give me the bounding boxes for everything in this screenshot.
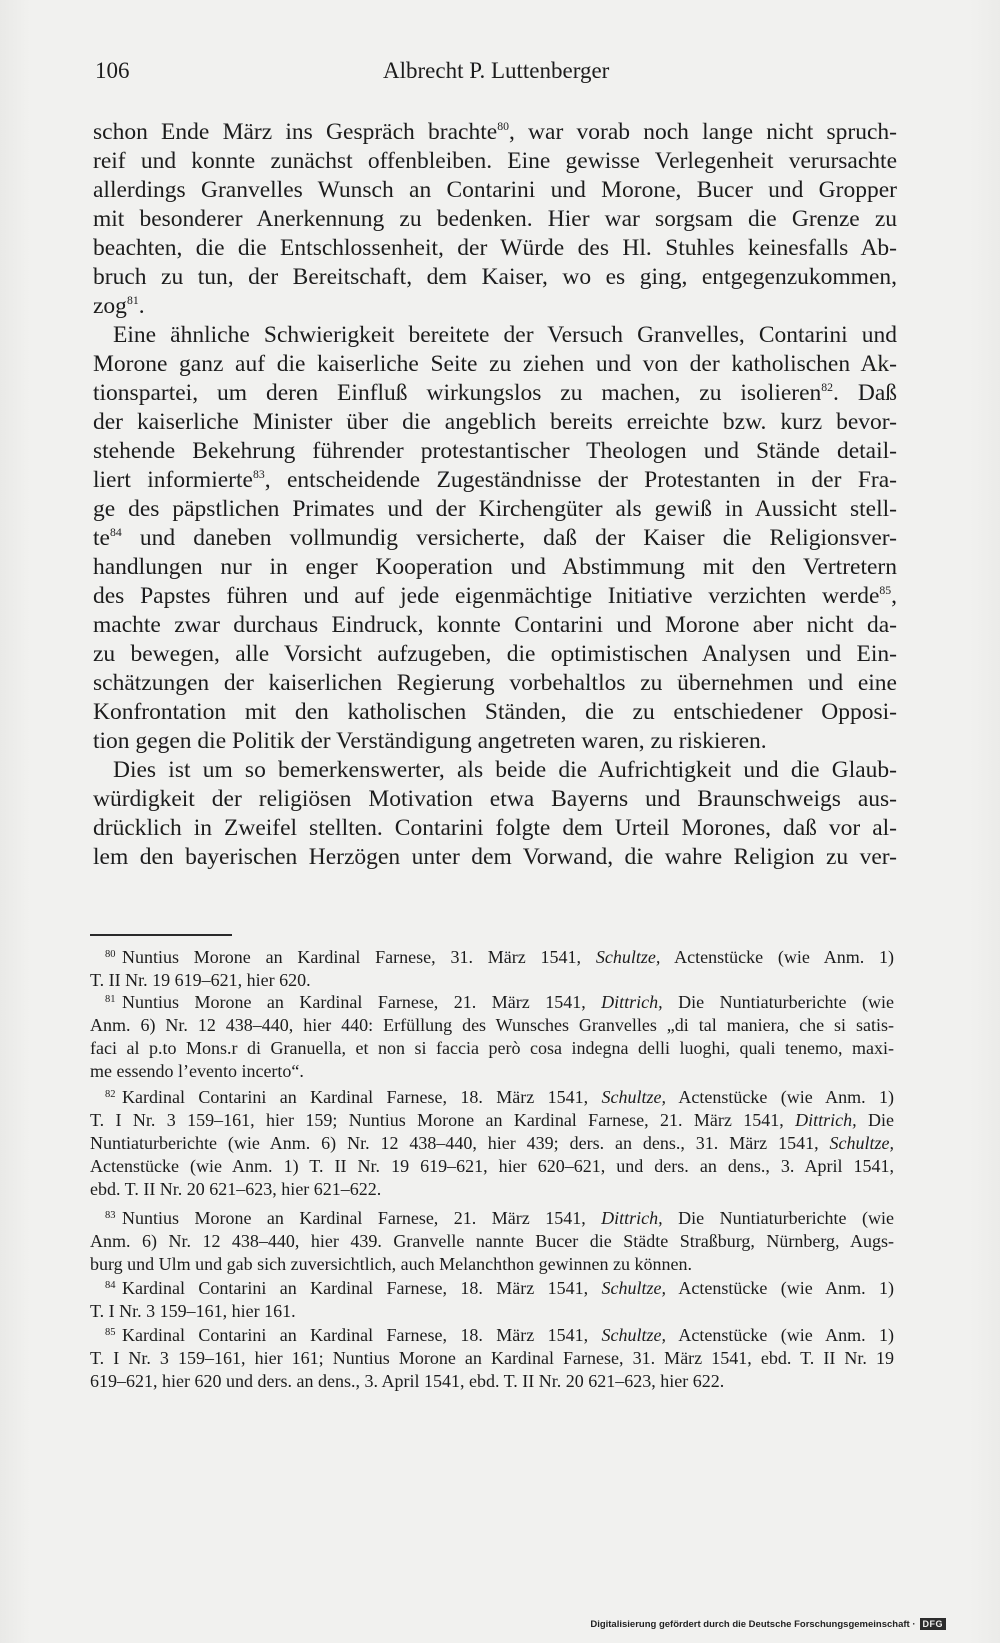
credit-text: Digitalisierung gefördert durch die Deutsche Forschungsgemeinschaft · — [590, 1619, 916, 1630]
body-line — [93, 495, 897, 524]
body-line — [93, 292, 897, 321]
text-run: würdigkeit der religiösen Motivation etwa Bayerns und Braunschweigs aus- — [93, 786, 897, 813]
text-run: Die Nuntiaturberichte (wie — [662, 1208, 894, 1228]
footnote-line — [90, 1347, 894, 1370]
body-line — [93, 321, 897, 350]
text-run: Actenstücke (wie Anm. 1) T. II Nr. 19 619–621, hier 620–621, und ders. an dens., 3. April 1541, — [90, 1156, 894, 1176]
footnote-81 — [90, 991, 894, 1083]
text-run: Actenstücke (wie Anm. 1) — [665, 1278, 894, 1298]
text-run: bruch zu tun, der Bereitschaft, dem Kaiser, wo es ging, entgegenzukommen, — [93, 263, 897, 290]
cited-author: Dittrich, — [601, 1208, 663, 1228]
text-run: Morone ganz auf die kaiserliche Seite zu ziehen und von der katholischen Ak- — [93, 350, 897, 377]
body-line — [93, 843, 897, 872]
text-run: lem den bayerischen Herzögen unter dem Vorwand, die wahre Religion zu ver- — [93, 844, 897, 871]
text-run: Anm. 6) Nr. 12 438–440, hier 439. Granvelle nannte Bucer die Städte Straßburg, Nürnberg, Augs- — [90, 1231, 894, 1251]
text-run: machte zwar durchaus Eindruck, konnte Contarini und Morone aber nicht da- — [93, 612, 897, 639]
text-run: stehende Bekehrung führender protestantischer Theologen und Stände detail- — [93, 437, 897, 464]
text-run: mit besonderer Anerkennung zu bedenken. Hier war sorgsam die Grenze zu — [93, 205, 897, 232]
text-run: , war vorab noch lange nicht spruch- — [508, 118, 897, 145]
text-run: Anm. 6) Nr. 12 438–440, hier 440: Erfüllung des Wunsches Granvelles „di tal maniera, che si satis- — [90, 1015, 894, 1035]
footnote-reference: 85 — [879, 583, 892, 597]
body-line — [93, 582, 897, 611]
text-run: und daneben vollmundig versicherte, daß der Kaiser die Religionsver- — [121, 524, 897, 551]
footnote-80 — [90, 946, 894, 992]
footnote-82 — [90, 1086, 894, 1201]
text-run: liert informierte — [93, 466, 253, 493]
text-run: me essendo l’evento incerto“. — [90, 1061, 304, 1081]
footnote-line: 84 Kardinal Contarini an Kardinal Farnese, 18. März 1541, Schultze, Actenstücke (wie Anm. 1) — [105, 1278, 894, 1298]
footnote-line — [90, 1060, 894, 1083]
text-run: Dies ist um so bemerkenswerter, als beide die Aufrichtigkeit und die Glaub- — [113, 757, 897, 784]
text-run: Nuntius Morone an Kardinal Farnese, 31. März 1541, — [122, 947, 596, 967]
footnote-reference: 84 — [109, 525, 122, 539]
cited-author: Dittrich, — [795, 1110, 857, 1130]
text-run: . Daß — [833, 379, 897, 406]
paragraph — [93, 321, 897, 756]
footnote-reference: 83 — [252, 467, 265, 481]
text-run: tion gegen die Politik der Verständigung angetreten waren, zu riskieren. — [93, 728, 767, 755]
text-run: Kardinal Contarini an Kardinal Farnese, 18. März 1541, — [122, 1325, 602, 1345]
footnote-separator-rule — [90, 934, 232, 936]
footnote-83 — [90, 1207, 894, 1276]
text-run: Actenstücke (wie Anm. 1) — [665, 1087, 894, 1107]
paragraph — [93, 756, 897, 872]
body-line — [93, 176, 897, 205]
body-line — [93, 814, 897, 843]
text-run: , — [891, 583, 897, 609]
cited-author: Schultze, — [601, 1325, 666, 1345]
footnote-line: 81 Nuntius Morone an Kardinal Farnese, 21. März 1541, Dittrich, Die Nuntiaturberichte (wie — [105, 992, 894, 1012]
text-run: Nuntius Morone an Kardinal Farnese, 21. März 1541, — [122, 992, 602, 1012]
body-line — [93, 234, 897, 263]
body-line — [93, 263, 897, 292]
text-run: T. II Nr. 19 619–621, hier 620. — [90, 970, 311, 990]
body-line — [93, 553, 897, 582]
text-run: Actenstücke (wie Anm. 1) — [665, 1325, 894, 1345]
body-line — [93, 756, 897, 785]
cited-author: Dittrich, — [601, 992, 663, 1012]
text-run: Eine ähnliche Schwierigkeit bereitete der Versuch Granvelles, Contarini und — [113, 321, 897, 348]
text-run: des Papstes führen und auf jede eigenmächtige Initiative verzichten werde — [93, 583, 880, 609]
body-line — [93, 379, 897, 408]
body-line — [93, 147, 897, 176]
footnote-line — [90, 1253, 894, 1276]
text-run: T. I Nr. 3 159–161, hier 159; Nuntius Morone an Kardinal Farnese, 21. März 1541, — [90, 1110, 796, 1130]
footnote-reference: 81 — [126, 293, 139, 307]
body-line — [93, 205, 897, 234]
text-run: ge des päpstlichen Primates und der Kirchengüter als gewiß in Aussicht stell- — [93, 495, 897, 522]
text-run: T. I Nr. 3 159–161, hier 161. — [90, 1301, 296, 1321]
footnote-line — [90, 1037, 894, 1060]
paragraph — [93, 118, 897, 321]
text-run: reif und konnte zunächst offenbleiben. Eine gewisse Verlegenheit verursachte — [93, 147, 897, 174]
footnote-line — [90, 1230, 894, 1253]
footnote-reference: 82 — [821, 380, 834, 394]
footnote-line — [90, 1109, 894, 1132]
text-run: 619–621, hier 620 und ders. an dens., 3. April 1541, ebd. T. II Nr. 20 621–623, hier 622. — [90, 1371, 725, 1391]
text-run: schon Ende März ins Gespräch brachte — [93, 118, 498, 145]
text-run: zog — [93, 292, 127, 319]
footnote-line — [90, 1014, 894, 1037]
text-run: Kardinal Contarini an Kardinal Farnese, 18. März 1541, — [122, 1278, 602, 1298]
text-run: Actenstücke (wie Anm. 1) — [660, 947, 894, 967]
footnote-line: 82 Kardinal Contarini an Kardinal Farnese, 18. März 1541, Schultze, Actenstücke (wie Anm. 1) — [105, 1087, 894, 1107]
text-run: schätzungen der kaiserlichen Regierung vorbehaltlos zu übernehmen und eine — [93, 670, 897, 697]
cited-author: Schultze, — [601, 1087, 666, 1107]
body-line — [93, 350, 897, 379]
body-line — [93, 408, 897, 437]
body-line — [93, 437, 897, 466]
running-head-author: Albrecht P. Luttenberger — [383, 58, 610, 83]
body-line — [93, 524, 897, 553]
text-run: der kaiserliche Minister über die angeblich bereits erreichte bzw. kurz bevor- — [93, 408, 897, 435]
footnote-reference: 80 — [497, 119, 509, 133]
footnote-line: 80 Nuntius Morone an Kardinal Farnese, 31. März 1541, Schultze, Actenstücke (wie Anm. 1) — [105, 947, 894, 967]
body-line — [93, 669, 897, 698]
body-line — [93, 611, 897, 640]
footnote-line — [90, 1132, 894, 1155]
text-run: Kardinal Contarini an Kardinal Farnese, 18. März 1541, — [122, 1087, 602, 1107]
text-run: tionspartei, um deren Einfluß wirkungslos zu machen, zu isolieren — [93, 379, 822, 406]
text-run: faci al p.to Mons.r di Granuella, et non si faccia però cosa indegna delli luoghi, quali tenemo, maxi- — [90, 1038, 894, 1058]
page-number: 106 — [95, 58, 130, 83]
text-run: T. I Nr. 3 159–161, hier 161; Nuntius Morone an Kardinal Farnese, 31. März 1541, ebd. T. II Nr. 19 — [90, 1348, 894, 1368]
text-run: . — [138, 292, 145, 319]
text-run: Die — [856, 1110, 894, 1130]
text-run: drücklich in Zweifel stellten. Contarini folgte dem Urteil Morones, daß vor al- — [93, 815, 897, 842]
body-text — [93, 118, 897, 873]
text-run: burg und Ulm und gab sich zuversichtlich, auch Melanchthon gewinnen zu können. — [90, 1254, 693, 1274]
text-run: Nuntius Morone an Kardinal Farnese, 21. März 1541, — [122, 1208, 602, 1228]
footnote-line — [90, 969, 894, 992]
text-run: allerdings Granvelles Wunsch an Contarini und Morone, Bucer und Gropper — [93, 176, 897, 203]
text-run: te — [93, 524, 110, 551]
text-run: Konfrontation mit den katholischen Ständen, die zu entschiedener Opposi- — [93, 699, 897, 726]
body-line — [93, 118, 897, 147]
footnote-line — [90, 1155, 894, 1178]
dfg-logo: DFG — [920, 1618, 947, 1630]
cited-author: Schultze, — [601, 1278, 666, 1298]
text-run: Nuntiaturberichte (wie Anm. 6) Nr. 12 438–440, hier 439; ders. an dens., 31. März 1541, — [90, 1133, 830, 1153]
text-run: , entscheidende Zugeständnisse der Protestanten in der Fra- — [264, 466, 897, 493]
footnote-line — [90, 1178, 894, 1201]
footnote-line: 85 Kardinal Contarini an Kardinal Farnese, 18. März 1541, Schultze, Actenstücke (wie Anm. 1) — [105, 1325, 894, 1345]
footnote-line — [90, 1370, 894, 1393]
footnote-84 — [90, 1277, 894, 1323]
text-run: Die Nuntiaturberichte (wie — [662, 992, 894, 1012]
text-run: zu bewegen, alle Vorsicht aufzugeben, die optimistischen Analysen und Ein- — [93, 641, 897, 668]
body-line — [93, 698, 897, 727]
text-run: beachten, die die Entschlossenheit, der Würde des Hl. Stuhles keinesfalls Ab- — [93, 234, 897, 261]
cited-author: Schultze, — [829, 1133, 894, 1153]
cited-author: Schultze, — [595, 947, 661, 967]
digitization-credit — [590, 1617, 946, 1633]
body-line — [93, 727, 897, 756]
body-line — [93, 466, 897, 495]
text-run: ebd. T. II Nr. 20 621–623, hier 621–622. — [90, 1179, 382, 1199]
footnote-line: 83 Nuntius Morone an Kardinal Farnese, 21. März 1541, Dittrich, Die Nuntiaturberichte (wie — [105, 1208, 894, 1228]
body-line — [93, 640, 897, 669]
text-run: handlungen nur in enger Kooperation und Abstimmung mit den Vertretern — [93, 553, 897, 580]
footnote-line — [90, 1300, 894, 1323]
footnote-85 — [90, 1324, 894, 1393]
body-line — [93, 785, 897, 814]
